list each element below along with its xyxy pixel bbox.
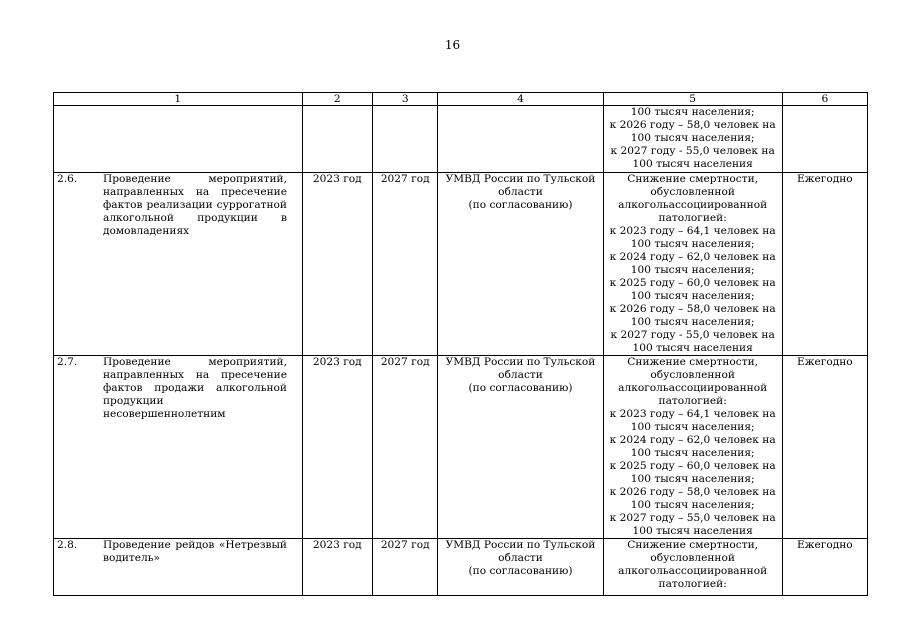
result-line: к 2024 году – 62,0 человек на (609, 251, 776, 263)
executor-line: УМВД России по Тульской (445, 539, 596, 551)
cell-period: Ежегодно (782, 539, 867, 596)
result-line: алкогольассоциированной (618, 565, 768, 577)
table-header-row (54, 93, 868, 106)
result-line: к 2026 году – 58,0 человек на (609, 119, 776, 131)
result-line: обусловленной (650, 552, 735, 564)
result-line: патологией: (658, 578, 727, 590)
cell-result (603, 106, 782, 173)
result-line: к 2025 году – 60,0 человек на (609, 460, 776, 472)
result-line: обусловленной (650, 369, 735, 381)
measures-table (53, 92, 868, 596)
row-number: 2.6. (57, 173, 78, 185)
result-line: Снижение смертности, (627, 356, 759, 368)
column-header: 2 (302, 93, 373, 106)
result-line: 100 тысяч населения; (630, 499, 755, 511)
result-line: алкогольассоциированной (618, 382, 768, 394)
executor-line: (по согласованию) (468, 199, 573, 211)
executor-line: области (498, 186, 543, 198)
result-line: 100 тысяч населения (632, 158, 753, 170)
result-line: к 2023 году – 64,1 человек на (609, 225, 776, 237)
result-line: 100 тысяч населения; (630, 421, 755, 433)
table-row (54, 539, 868, 596)
cell-end: 2027 год (373, 173, 438, 356)
cell-title (54, 173, 303, 356)
result-line: обусловленной (650, 186, 735, 198)
result-line: 100 тысяч населения; (630, 290, 755, 302)
cell-start: 2023 год (302, 539, 373, 596)
executor-line: УМВД России по Тульской (445, 173, 596, 185)
result-line: к 2024 году – 62,0 человек на (609, 434, 776, 446)
result-line: 100 тысяч населения (632, 342, 753, 354)
column-header: 6 (782, 93, 867, 106)
result-line: 100 тысяч населения; (630, 447, 755, 459)
result-line: к 2026 году – 58,0 человек на (609, 303, 776, 315)
column-header: 5 (603, 93, 782, 106)
result-line: к 2025 году – 60,0 человек на (609, 277, 776, 289)
cell-title (54, 106, 303, 173)
cell-start: 2023 год (302, 356, 373, 539)
cell-end: 2027 год (373, 356, 438, 539)
cell-start: 2023 год (302, 173, 373, 356)
cell-executor (438, 106, 603, 173)
result-line: к 2026 году – 58,0 человек на (609, 486, 776, 498)
cell-executor (438, 539, 603, 596)
row-number: 2.7. (57, 356, 78, 368)
cell-period (782, 106, 867, 173)
result-line: 100 тысяч населения; (630, 316, 755, 328)
result-line: к 2023 году – 64,1 человек на (609, 408, 776, 420)
column-header: 1 (54, 93, 303, 106)
executor-line: области (498, 369, 543, 381)
measure-title: Проведение мероприятий, направленных на пресечение фактов продажи алкогольной продукции несовершеннолетним (103, 356, 287, 420)
result-line: к 2027 году – 55,0 человек на (609, 512, 776, 524)
result-line: 100 тысяч населения; (630, 132, 755, 144)
cell-period: Ежегодно (782, 356, 867, 539)
executor-line: (по согласованию) (468, 565, 573, 577)
result-line: 100 тысяч населения (632, 525, 753, 537)
cell-result (603, 356, 782, 539)
result-line: Снижение смертности, (627, 173, 759, 185)
cell-end: 2027 год (373, 539, 438, 596)
executor-line: (по согласованию) (468, 382, 573, 394)
cell-result (603, 173, 782, 356)
cell-end (373, 106, 438, 173)
result-line: к 2027 году - 55,0 человек на (610, 329, 775, 341)
result-line: патологией: (658, 212, 727, 224)
result-line: 100 тысяч населения; (630, 264, 755, 276)
result-line: 100 тысяч населения; (630, 106, 755, 118)
result-line: патологией: (658, 395, 727, 407)
measure-title: Проведение рейдов «Нетрезвый водитель» (103, 539, 287, 564)
column-header: 3 (373, 93, 438, 106)
cell-result (603, 539, 782, 596)
executor-line: области (498, 552, 543, 564)
cell-title (54, 539, 303, 596)
page-number: 16 (444, 38, 461, 52)
table-row (54, 173, 868, 356)
cell-start (302, 106, 373, 173)
result-line: алкогольассоциированной (618, 199, 768, 211)
column-header: 4 (438, 93, 603, 106)
table-row (54, 356, 868, 539)
measure-title: Проведение мероприятий, направленных на пресечение фактов реализации суррогатной алкогольной продукции в домовладениях (103, 173, 287, 237)
cell-executor (438, 356, 603, 539)
cell-title (54, 356, 303, 539)
table-row-continued (54, 106, 868, 173)
result-line: 100 тысяч населения; (630, 473, 755, 485)
result-line: Снижение смертности, (627, 539, 759, 551)
cell-executor (438, 173, 603, 356)
executor-line: УМВД России по Тульской (445, 356, 596, 368)
result-line: к 2027 году - 55,0 человек на (610, 145, 775, 157)
result-line: 100 тысяч населения; (630, 238, 755, 250)
cell-period: Ежегодно (782, 173, 867, 356)
row-number: 2.8. (57, 539, 78, 551)
